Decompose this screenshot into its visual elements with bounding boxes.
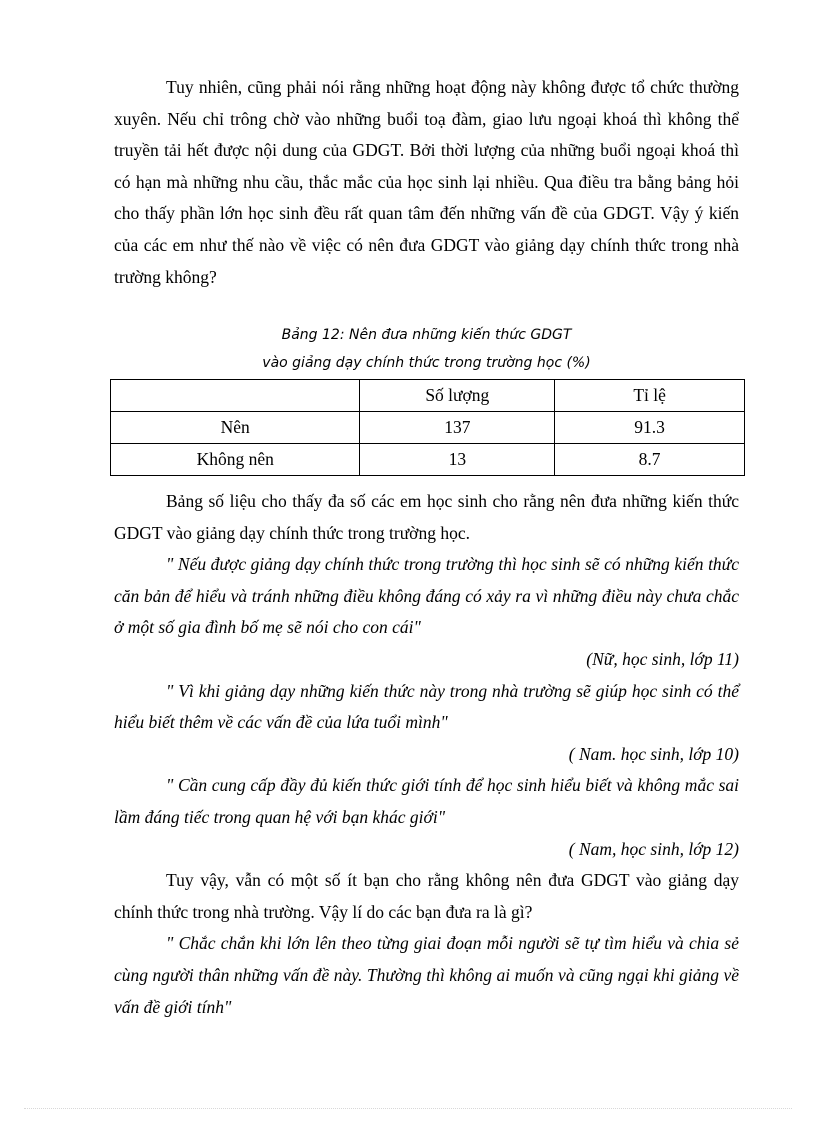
table-row-percent: 91.3 — [555, 412, 745, 444]
page-bottom-divider — [24, 1108, 792, 1109]
table-header-percent: Tỉ lệ — [555, 380, 745, 412]
table-row — [111, 444, 745, 476]
table-caption-line-1: Bảng 12: Nên đưa những kiến thức GDGT — [281, 327, 572, 343]
table-header-count: Số lượng — [360, 380, 555, 412]
quote-3: " Cần cung cấp đầy đủ kiến thức giới tính để học sinh hiểu biết và không mắc sai lầm đáng tiếc trong quan hệ với bạn khác giới" — [114, 775, 739, 827]
intro-paragraph: Tuy nhiên, cũng phải nói rằng những hoạt động này không được tổ chức thường xuyên. Nếu chỉ trông chờ vào những buổi toạ đàm, giao lưu ngoại khoá thì không thể truyền tải hết được nội dung của GDGT. Bởi thời lượng của những buổi ngoại khoá thì có hạn mà những nhu cầu, thắc mắc của học sinh lại nhiều. Qua điều tra bằng bảng hỏi cho thấy phần lớn học sinh đều rất quan tâm đến những vấn đề của GDGT. Vậy ý kiến của các em như thế nào về việc có nên đưa GDGT vào giảng dạy chính thức trong nhà trường không? — [114, 77, 739, 287]
attribution-3: ( Nam, học sinh, lớp 12) — [568, 838, 739, 859]
intro-section — [114, 72, 739, 293]
table-row-count: 13 — [360, 444, 555, 476]
table-row — [111, 412, 745, 444]
body-paragraph-1: Bảng số liệu cho thấy đa số các em học sinh cho rằng nên đưa những kiến thức GDGT vào giảng dạy chính thức trong trường học. — [114, 491, 739, 543]
table-caption-line-2: vào giảng dạy chính thức trong trường học (%) — [262, 355, 591, 371]
quote-2: " Vì khi giảng dạy những kiến thức này trong nhà trường sẽ giúp học sinh có thể hiểu biết thêm về các vấn đề của lứa tuổi mình" — [114, 680, 739, 733]
attribution-2: ( Nam. học sinh, lớp 10) — [568, 743, 739, 764]
survey-table — [110, 379, 745, 476]
attribution-1: (Nữ, học sinh, lớp 11) — [586, 648, 739, 669]
table-row-percent: 8.7 — [555, 444, 745, 476]
table-header-empty — [111, 380, 360, 412]
body-paragraph-2: Tuy vậy, vẫn có một số ít bạn cho rằng không nên đưa GDGT vào giảng dạy chính thức trong nhà trường. Vậy lí do các bạn đưa ra là gì? — [114, 870, 739, 922]
table-row-label: Nên — [111, 412, 360, 444]
table-header-row — [111, 380, 745, 412]
quote-4: " Chắc chắn khi lớn lên theo từng giai đoạn mỗi người sẽ tự tìm hiểu và chia sẻ cùng người thân những vấn đề này. Thường thì không ai muốn và cũng ngại khi giảng về vấn đề giới tính" — [114, 933, 739, 1017]
quote-1: " Nếu được giảng dạy chính thức trong trường thì học sinh sẽ có những kiến thức căn bản để hiểu và tránh những điều không đáng có xảy ra vì những điều này chưa chắc ở một số gia đình bố mẹ sẽ nói cho con cái" — [114, 554, 739, 638]
table-row-label: Không nên — [111, 444, 360, 476]
table-row-count: 137 — [360, 412, 555, 444]
body-section — [114, 486, 739, 1023]
